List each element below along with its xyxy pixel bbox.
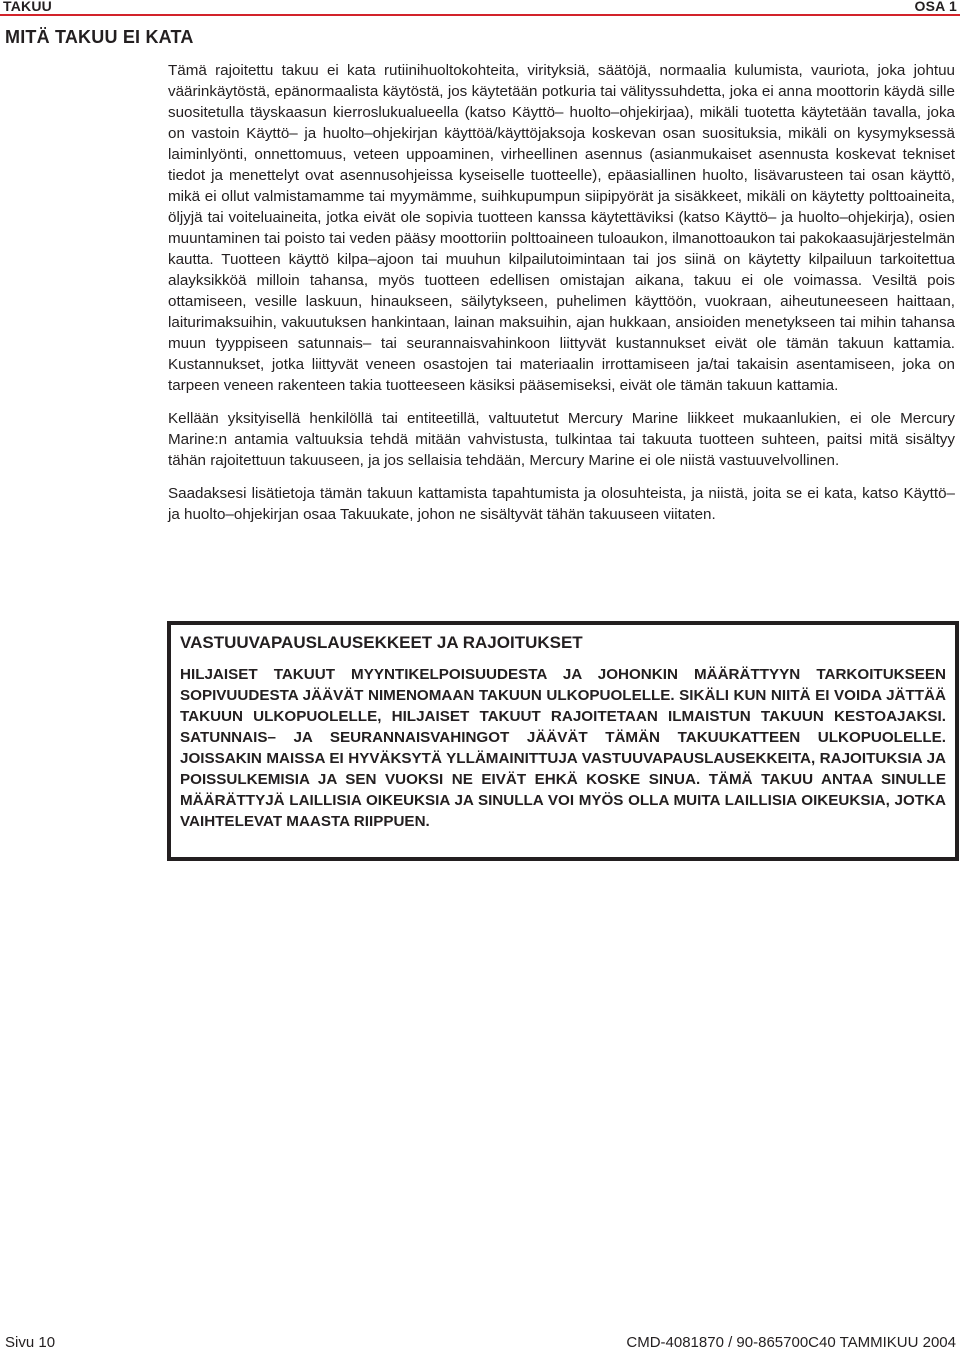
paragraph-exclusions: Tämä rajoitettu takuu ei kata rutiinihuoltokohteita, virityksiä, säätöjä, normaalia kulumista, vauriota, joka johtuu väärinkäytöstä, epänormaalista käytöstä, jos käytetään potkuria tai välityssuhdetta, joka ei anna moottorin käydä sille suositetulla täyskaasun kierroslukualueella (katso Käyttö– huolto–ohjekirjaa), mikäli tuotetta käytetään tavalla, joka on vastoin Käyttö– ja huolto–ohjekirjan käyttöä/käyttöjaksoja koskevan osan suosituksia, mikäli on kysymyksessä laiminlyönti, onnettomuus, veteen uppoaminen, virheellinen asennus (asianmukaiset asennusta koskevat tekniset tiedot ja menettelyt ovat asennusohjeissa kyseiselle tuotteelle), epäasiallinen huolto, lisävarusteen tai osan käyttö, mikä ei ollut valmistamamme tai myymämme, suihkupumpun siipipyörät ja sisäkkeet, mikäli on käytetty polttoaineita, öljyjä tai voiteluaineita, jotka eivät ole sopivia tuotteen kanssa käytettäviksi (katso Käyttö– ja huolto–ohjekirja), osien muuntaminen tai poisto tai veden pääsy moottoriin polttoaineen tuloaukon, ilmanottoaukon tai pakokaasujärjestelmän kautta. Tuotteen käyttö kilpa–ajoon tai muuhun kilpailutoimintaan tai jos siinä on käytetty kilpailuun tarkoitettua alayksikköä milloin tahansa, myös tuotteen edellisen omistajan aikana, takuu ei ole voimassa. Vesiltä pois ottamiseen, vesille laskuun, hinaukseen, säilytykseen, puhelimen käyttöön, vuokraan, aiheutuneeseen haittaan, laiturimaksuihin, vakuutuksen hankintaan, lainan maksuihin, ajan hukkaan, ansioiden menetykseen tai mihin tahansa muun tyyppiseen satunnais– tai seurannaisvahinkoon liittyvät kustannukset eivät ole tämän takuun kattamia. Kustannukset, jotka liittyvät veneen osastojen tai materiaalin irrottamiseen ja/tai takaisin asentamiseen, joka on tarpeen veneen rakenteen takia tuotteeseen käsiksi pääsemiseksi, eivät ole tämän takuun kattamia. — [168, 62, 955, 394]
disclaimer-title: VASTUUVAPAUSLAUSEKKEET JA RAJOITUKSET — [180, 633, 583, 652]
disclaimer-box — [167, 621, 959, 861]
paragraph-more-info: Saadaksesi lisätietoja tämän takuun kattamista tapahtumista ja olosuhteista, ja niistä, joita se ei kata, katso Käyttö– ja huolto–ohjekirjan osaa Takuukate, johon ne sisältyvät tähän takuuseen viitaten. — [168, 485, 955, 523]
page-number: Sivu 10 — [5, 1334, 56, 1351]
header-part-label: OSA 1 — [914, 0, 957, 14]
body-text — [168, 60, 955, 537]
disclaimer-text: HILJAISET TAKUUT MYYNTIKELPOISUUDESTA JA JOHONKIN MÄÄRÄTTYYN TARKOITUKSEEN SOPIVUUDESTA JÄÄVÄT NIMENOMAAN TAKUUN ULKOPUOLELLE. SIKÄLI KUN NIITÄ EI VOIDA JÄTTÄÄ TAKUUN ULKOPUOLELLE, HILJAISET TAKUUT RAJOITETAAN ILMAISTUN TAKUUN KESTOAJAKSI. SATUNNAIS– JA SEURANNAISVAHINGOT JÄÄVÄT TÄMÄN TAKUUKATTEEN ULKOPUOLELLE. JOISSAKIN MAISSA EI HYVÄKSYTÄ YLLÄMAINITTUJA VASTUUVAPAUSLAUSEKKEITA, RAJOITUKSIA JA POISSULKEMISIA JA SEN VUOKSI NE EIVÄT EHKÄ KOSKE SINUA. TÄMÄ TAKUU ANTAA SINULLE MÄÄRÄTTYJÄ LAILLISIA OIKEUKSIA JA SINULLA VOI MYÖS OLLA MUITA LAILLISIA OIKEUKSIA, JOTKA VAIHTELEVAT MAASTA RIIPPUEN. — [180, 666, 946, 830]
document-id: CMD-4081870 / 90-865700C40 TAMMIKUU 2004 — [626, 1334, 956, 1351]
header-section-label: TAKUU — [3, 0, 52, 14]
paragraph-authority: Kellään yksityisellä henkilöllä tai entiteetillä, valtuutetut Mercury Marine liikkeet mukaanlukien, ei ole Mercury Marine:n antamia valtuuksia tehdä mitään vahvistusta, tulkintaa tai takuuta tuotteen suhteen, paitsi mitä sisältyy tähän rajoitettuun takuuseen, ja jos sellaisia tehdään, Mercury Marine ei ole niistä vastuuvelvollinen. — [168, 410, 955, 469]
header-rule — [0, 14, 960, 16]
page-header — [0, 0, 960, 14]
section-title: MITÄ TAKUU EI KATA — [5, 27, 194, 47]
